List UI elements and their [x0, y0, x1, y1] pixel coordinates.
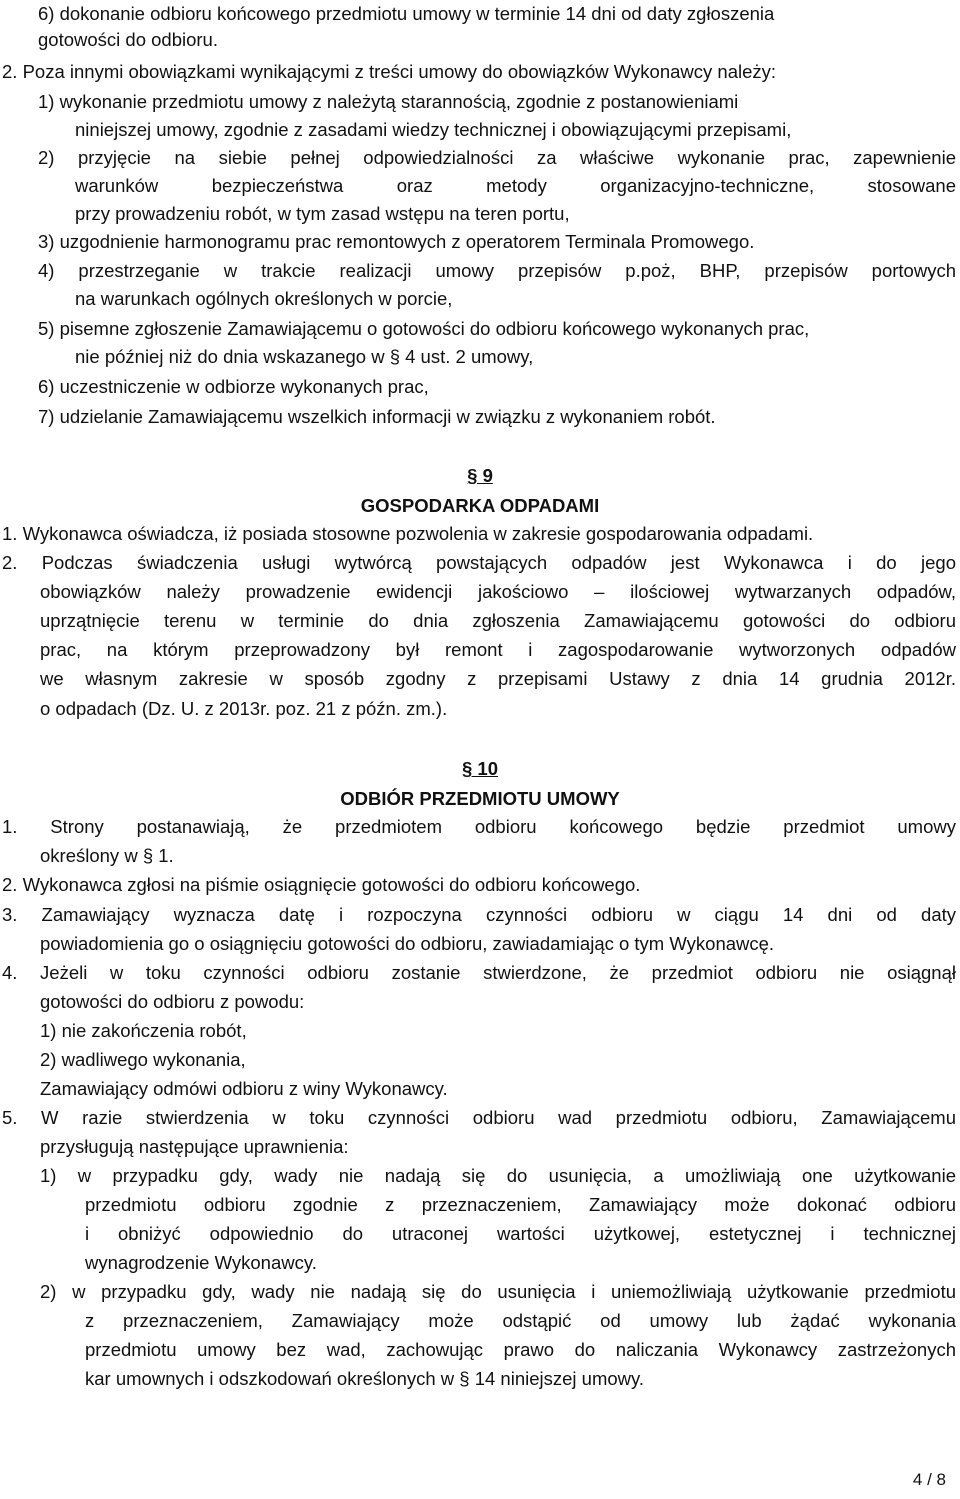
list-item-continuation: warunków bezpieczeństwa oraz metody organizacyjno-techniczne, stosowane: [75, 175, 956, 196]
list-item-continuation: niniejszej umowy, zgodnie z zasadami wiedzy technicznej i obowiązującymi przepisami,: [75, 119, 792, 140]
paragraph-continuation: prac, na którym przeprowadzony był remont i zagospodarowanie wytworzonych odpadów: [40, 639, 956, 660]
list-item: 6) uczestniczenie w odbiorze wykonanych prac,: [38, 376, 429, 397]
list-item: 6) dokonanie odbioru końcowego przedmiotu umowy w terminie 14 dni od daty zgłoszenia: [38, 3, 775, 24]
paragraph-continuation: uprzątnięcie terenu w terminie do dnia zgłoszenia Zamawiającemu gotowości do odbioru: [40, 610, 956, 631]
list-item-continuation: przedmiotu odbioru zgodnie z przeznaczeniem, Zamawiający może dokonać odbioru: [85, 1194, 956, 1215]
paragraph-continuation: przysługują następujące uprawnienia:: [40, 1136, 349, 1157]
paragraph-continuation: powiadomienia go o osiągnięciu gotowości do odbioru, zawiadamiając o tym Wykonawcę.: [40, 933, 775, 954]
paragraph: 5. W razie stwierdzenia w toku czynności odbioru wad przedmiotu odbioru, Zamawiającemu: [2, 1107, 956, 1128]
section-number: § 9: [467, 465, 493, 486]
section-title: ODBIÓR PRZEDMIOTU UMOWY: [340, 788, 620, 809]
list-item: 4) przestrzeganie w trakcie realizacji umowy przepisów p.poż, BHP, przepisów portowych: [38, 260, 956, 281]
list-item-continuation: na warunkach ogólnych określonych w porcie,: [75, 288, 453, 309]
list-item: 2) przyjęcie na siebie pełnej odpowiedzialności za właściwe wykonanie prac, zapewnienie: [38, 147, 956, 168]
paragraph-continuation: o odpadach (Dz. U. z 2013r. poz. 21 z późn. zm.).: [40, 698, 448, 719]
list-item-continuation: z przeznaczeniem, Zamawiający może odstąpić od umowy lub żądać wykonania: [85, 1310, 956, 1331]
list-item: 3) uzgodnienie harmonogramu prac remontowych z operatorem Terminala Promowego.: [38, 231, 755, 252]
paragraph: 3. Zamawiający wyznacza datę i rozpoczyna czynności odbioru w ciągu 14 dni od daty: [2, 904, 956, 925]
paragraph-continuation: we własnym zakresie w sposób zgodny z przepisami Ustawy z dnia 14 grudnia 2012r.: [40, 668, 956, 689]
list-item-continuation: kar umownych i odszkodowań określonych w § 14 niniejszej umowy.: [85, 1368, 645, 1389]
paragraph-continuation: określony w § 1.: [40, 845, 174, 866]
list-item-continuation: wynagrodzenie Wykonawcy.: [85, 1252, 317, 1273]
paragraph: 2. Wykonawca zgłosi na piśmie osiągnięcie gotowości do odbioru końcowego.: [2, 874, 641, 895]
list-item: 2) w przypadku gdy, wady nie nadają się do usunięcia i uniemożliwiają użytkowanie przedmiotu: [40, 1281, 956, 1302]
list-item-continuation: przy prowadzeniu robót, w tym zasad wstępu na teren portu,: [75, 203, 570, 224]
paragraph-continuation: obowiązków należy prowadzenie ewidencji jakościowo – ilościowej wytwarzanych odpadów,: [40, 581, 956, 602]
list-item: 7) udzielanie Zamawiającemu wszelkich informacji w związku z wykonaniem robót.: [38, 406, 716, 427]
list-item-continuation: nie później niż do dnia wskazanego w § 4 ust. 2 umowy,: [75, 346, 534, 367]
list-item: 1) wykonanie przedmiotu umowy z należytą starannością, zgodnie z postanowieniami: [38, 91, 739, 112]
paragraph: 2. Podczas świadczenia usługi wytwórcą powstających odpadów jest Wykonawca i do jego: [2, 552, 956, 573]
paragraph-continuation: gotowości do odbioru z powodu:: [40, 991, 305, 1012]
section-title: GOSPODARKA ODPADAMI: [360, 495, 600, 516]
paragraph: 4. Jeżeli w toku czynności odbioru zostanie stwierdzone, że przedmiot odbioru nie osiągnął: [2, 962, 956, 983]
list-item-continuation: gotowości do odbioru.: [38, 29, 218, 50]
list-item: 1) w przypadku gdy, wady nie nadają się do usunięcia, a umożliwiają one użytkowanie: [40, 1165, 956, 1186]
paragraph-continuation: Zamawiający odmówi odbioru z winy Wykonawcy.: [40, 1078, 448, 1099]
section-number: § 10: [461, 758, 498, 779]
page-number: 4 / 8: [912, 1470, 946, 1489]
list-item: 2) wadliwego wykonania,: [40, 1049, 246, 1070]
list-item: 5) pisemne zgłoszenie Zamawiającemu o gotowości do odbioru końcowego wykonanych prac,: [38, 318, 810, 339]
paragraph: 1. Wykonawca oświadcza, iż posiada stosowne pozwolenia w zakresie gospodarowania odpadami.: [2, 523, 814, 544]
list-item: 1) nie zakończenia robót,: [40, 1020, 247, 1041]
paragraph: 1. Strony postanawiają, że przedmiotem odbioru końcowego będzie przedmiot umowy: [2, 816, 956, 837]
paragraph: 2. Poza innymi obowiązkami wynikającymi z treści umowy do obowiązków Wykonawcy należy:: [2, 61, 777, 82]
list-item-continuation: przedmiotu umowy bez wad, zachowując prawo do naliczania Wykonawcy zastrzeżonych: [85, 1339, 956, 1360]
list-item-continuation: i obniżyć odpowiednio do utraconej wartości użytkowej, estetycznej i technicznej: [85, 1223, 956, 1244]
